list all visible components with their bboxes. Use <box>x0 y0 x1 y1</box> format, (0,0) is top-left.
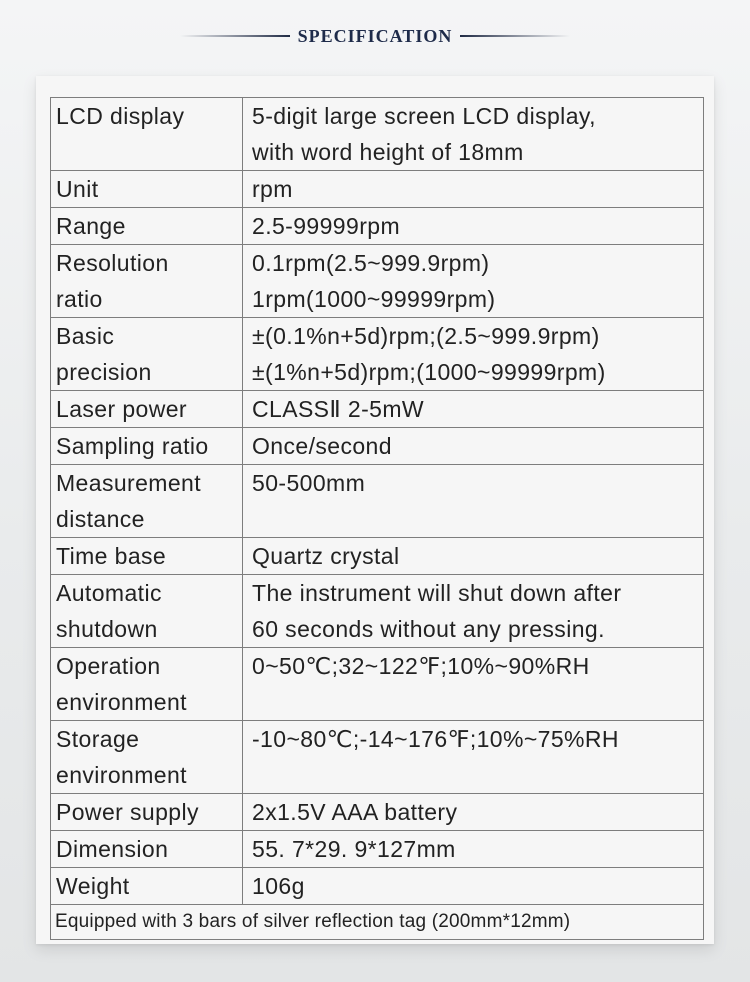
spec-value-cell <box>243 98 704 171</box>
table-row <box>51 794 704 831</box>
spec-value-line: 2x1.5V AAA battery <box>252 799 458 825</box>
table-row <box>51 721 704 794</box>
table-row <box>51 391 704 428</box>
spec-key-line: Dimension <box>56 836 169 862</box>
spec-value-cell <box>243 648 704 721</box>
spec-key-line: Sampling ratio <box>56 433 209 459</box>
table-row <box>51 538 704 575</box>
spec-value-line: rpm <box>252 176 293 202</box>
spec-key-cell <box>51 575 243 648</box>
spec-value-line: 1rpm(1000~99999rpm) <box>252 286 496 312</box>
spec-key-cell <box>51 648 243 721</box>
header-rule-right <box>460 35 570 37</box>
spec-key-cell <box>51 868 243 905</box>
spec-value-line: 106g <box>252 873 305 899</box>
spec-key-cell <box>51 794 243 831</box>
spec-key-line: Basic <box>56 323 115 349</box>
header-rule-left <box>180 35 290 37</box>
spec-value-cell <box>243 391 704 428</box>
spec-key-cell <box>51 721 243 794</box>
spec-value-cell <box>243 428 704 465</box>
spec-key-cell <box>51 98 243 171</box>
spec-value-line: 55. 7*29. 9*127mm <box>252 836 456 862</box>
spec-key-line: environment <box>56 762 187 788</box>
spec-key-cell <box>51 318 243 391</box>
spec-value-cell <box>243 575 704 648</box>
spec-value-cell <box>243 465 704 538</box>
spec-key-line: Resolution <box>56 250 169 276</box>
spec-key-line: ratio <box>56 286 103 312</box>
spec-key-cell <box>51 245 243 318</box>
spec-key-cell <box>51 831 243 868</box>
spec-key-line: Storage <box>56 726 140 752</box>
spec-value-line: -10~80℃;-14~176℉;10%~75%RH <box>252 726 619 752</box>
spec-key-line: Measurement <box>56 470 202 496</box>
table-row <box>51 171 704 208</box>
spec-value-line: 5-digit large screen LCD display, <box>252 103 596 129</box>
table-row <box>51 208 704 245</box>
spec-value-cell <box>243 245 704 318</box>
spec-key-line: LCD display <box>56 103 185 129</box>
spec-value-cell <box>243 831 704 868</box>
spec-value-line: 60 seconds without any pressing. <box>252 616 605 642</box>
table-row <box>51 905 704 940</box>
spec-value-line: 2.5-99999rpm <box>252 213 400 239</box>
table-row <box>51 98 704 171</box>
spec-value-line: The instrument will shut down after <box>252 580 622 606</box>
spec-value-line: Once/second <box>252 433 392 459</box>
footer-note: Equipped with 3 bars of silver reflection tag (200mm*12mm) <box>51 905 704 940</box>
spec-key-cell <box>51 391 243 428</box>
spec-key-line: environment <box>56 689 187 715</box>
spec-key-line: Automatic <box>56 580 162 606</box>
table-row <box>51 868 704 905</box>
spec-value-cell <box>243 208 704 245</box>
spec-key-line: Operation <box>56 653 161 679</box>
spec-value-cell <box>243 794 704 831</box>
spec-key-line: Laser power <box>56 396 187 422</box>
page-title: SPECIFICATION <box>297 25 453 46</box>
spec-value-cell <box>243 721 704 794</box>
spec-value-cell <box>243 538 704 575</box>
table-row <box>51 575 704 648</box>
spec-key-cell <box>51 465 243 538</box>
spec-value-line: Quartz crystal <box>252 543 400 569</box>
table-row <box>51 648 704 721</box>
spec-value-cell <box>243 171 704 208</box>
spec-value-cell <box>243 868 704 905</box>
spec-value-line: 0.1rpm(2.5~999.9rpm) <box>252 250 490 276</box>
table-row <box>51 465 704 538</box>
spec-key-line: distance <box>56 506 145 532</box>
spec-key-line: Time base <box>56 543 167 569</box>
spec-value-line: with word height of 18mm <box>252 139 524 165</box>
spec-header <box>0 22 750 50</box>
spec-value-line: CLASSⅡ 2-5mW <box>252 396 425 422</box>
spec-key-cell <box>51 171 243 208</box>
spec-value-line: ±(0.1%n+5d)rpm;(2.5~999.9rpm) <box>252 323 600 349</box>
spec-key-line: precision <box>56 359 152 385</box>
spec-key-line: shutdown <box>56 616 158 642</box>
spec-value-line: ±(1%n+5d)rpm;(1000~99999rpm) <box>252 359 606 385</box>
spec-key-cell <box>51 428 243 465</box>
table-row <box>51 428 704 465</box>
spec-key-cell <box>51 208 243 245</box>
table-row <box>51 245 704 318</box>
spec-table <box>50 97 704 940</box>
spec-value-cell <box>243 318 704 391</box>
spec-value-line: 50-500mm <box>252 470 366 496</box>
table-row <box>51 831 704 868</box>
spec-key-line: Weight <box>56 873 130 899</box>
spec-key-cell <box>51 538 243 575</box>
table-row <box>51 318 704 391</box>
spec-value-line: 0~50℃;32~122℉;10%~90%RH <box>252 653 590 679</box>
spec-key-line: Unit <box>56 176 99 202</box>
spec-key-line: Power supply <box>56 799 199 825</box>
spec-key-line: Range <box>56 213 126 239</box>
